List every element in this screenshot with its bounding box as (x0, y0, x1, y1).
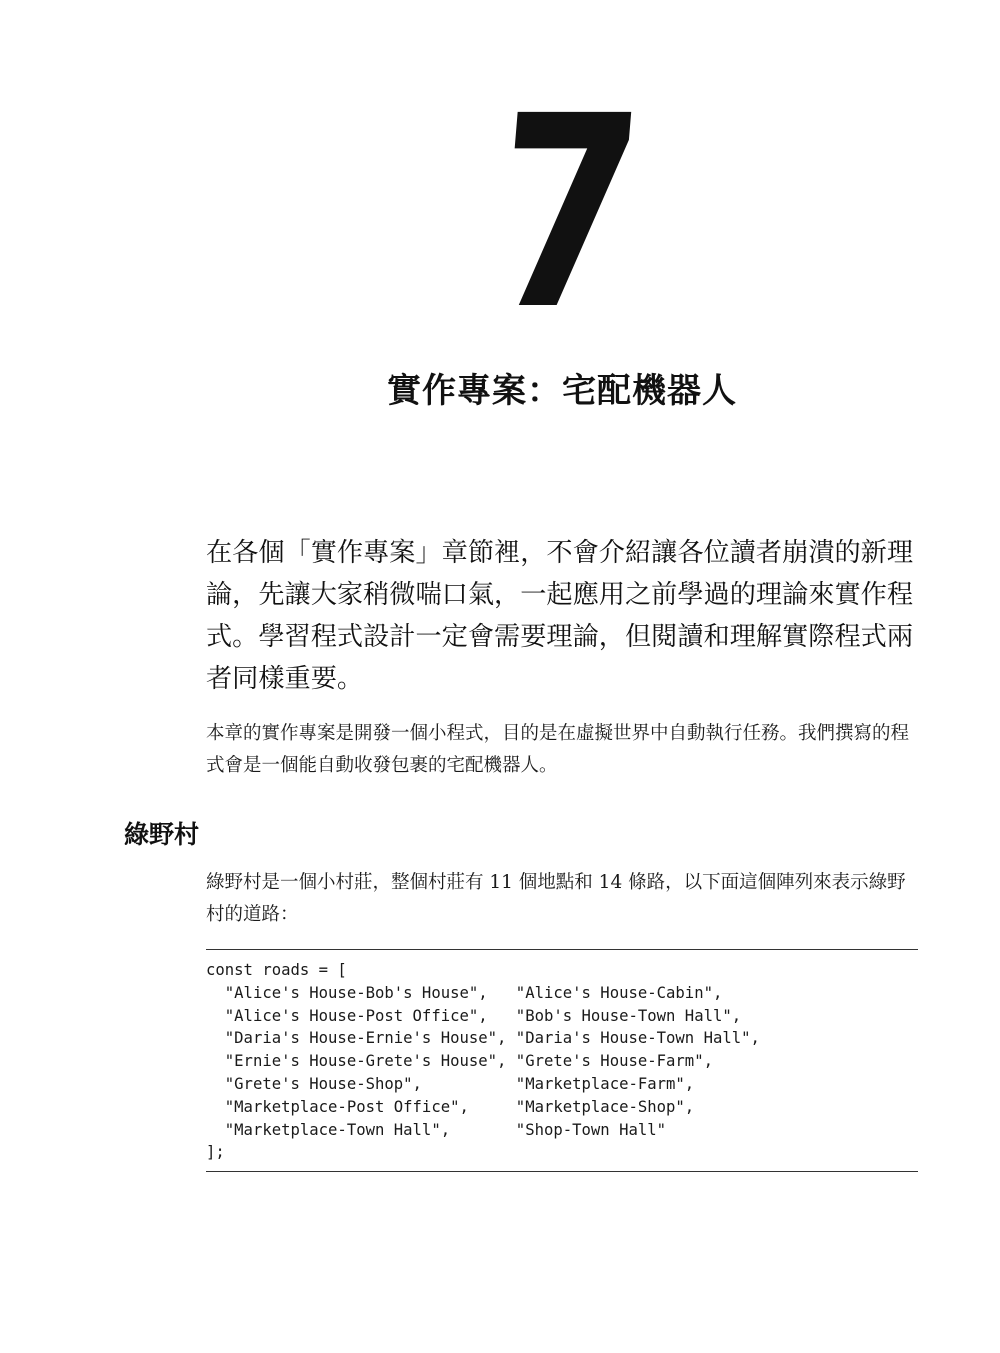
section-paragraph: 綠野村是一個小村莊，整個村莊有 11 個地點和 14 條路，以下面這個陣列來表示綠野村的道路： (206, 872, 906, 925)
code-line: "Marketplace-Post Office", "Marketplace-Shop", (206, 1097, 695, 1116)
code-line: "Marketplace-Town Hall", "Shop-Town Hall" (206, 1120, 667, 1139)
code-block (206, 949, 918, 1172)
chapter-title: 實作專案：宅配機器人 (387, 371, 737, 411)
code-line: "Ernie's House-Grete's House", "Grete's House-Farm", (206, 1052, 713, 1071)
code-line: "Alice's House-Bob's House", "Alice's House-Cabin", (206, 983, 723, 1002)
chapter-number: 7 (482, 60, 648, 368)
section-heading: 綠野村 (124, 820, 200, 849)
code-line: "Grete's House-Shop", "Marketplace-Farm", (206, 1074, 695, 1093)
intro-paragraph: 在各個「實作專案」章節裡，不會介紹讓各位讀者崩潰的新理論，先讓大家稍微喘口氣，一起應用之前學過的理論來實作程式。學習程式設計一定會需要理論，但閱讀和理解實際程式兩者同樣重要。 (206, 538, 914, 694)
code-line: "Alice's House-Post Office", "Bob's House-Town Hall", (206, 1006, 742, 1025)
code-line: ]; (206, 1143, 225, 1162)
body-paragraph: 本章的實作專案是開發一個小程式，目的是在虛擬世界中自動執行任務。我們撰寫的程式會是一個能自動收發包裹的宅配機器人。 (206, 723, 910, 776)
code-line: const roads = [ (206, 961, 347, 979)
code-line: "Daria's House-Ernie's House", "Daria's House-Town Hall", (206, 1029, 760, 1048)
